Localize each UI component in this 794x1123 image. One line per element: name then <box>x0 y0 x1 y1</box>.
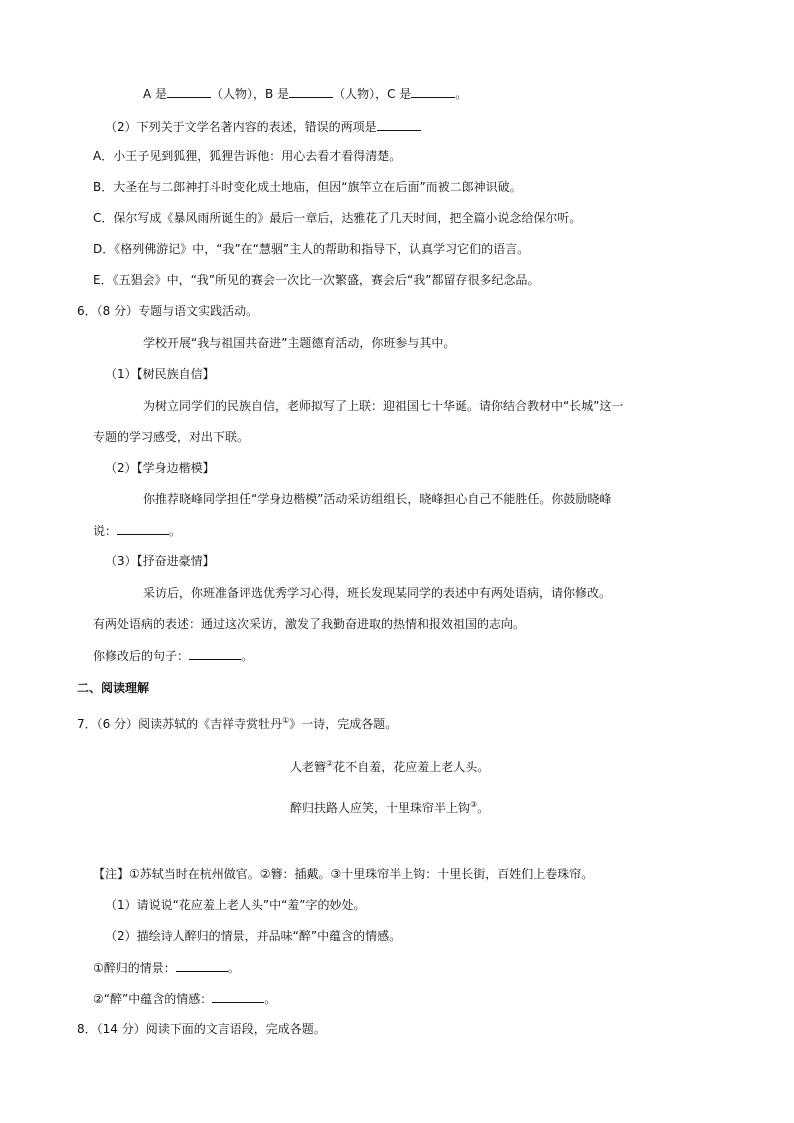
question-6-2-line1: 你推荐晓峰同学担任“学身边楷模”活动采访组组长，晓峰担心自己不能胜任。你鼓励晓峰 <box>143 492 612 506</box>
blank-6-3[interactable] <box>189 647 241 660</box>
question-6-title: 6．（8 分）专题与语文实践活动。 <box>77 304 259 318</box>
note-marker-3: ③ <box>470 800 478 809</box>
option-a: A．小王子见到狐狸，狐狸告诉他：用心去看才看得清楚。 <box>93 149 402 163</box>
blank-6-2[interactable] <box>117 522 169 535</box>
option-c: C．保尔写成《暴风雨所诞生的》最后一章后，达雅花了几天时间，把全篇小说念给保尔听。 <box>93 211 582 225</box>
question-7-2b-label: ②“醉”中蕴含的情感： <box>93 992 213 1006</box>
question-7-title-post: 》一诗，完成各题。 <box>289 717 398 731</box>
period: 。 <box>169 524 182 538</box>
question-7-1: （1）请说说“花应羞上老人头”中“羞”字的妙处。 <box>105 898 366 912</box>
note-marker-1: ① <box>282 716 290 725</box>
section-heading: 二、阅读理解 <box>77 681 150 695</box>
question-6-3-line2: 有两处语病的表述：通过这次采访，激发了我勤奋进取的热情和报效祖国的志向。 <box>93 617 526 631</box>
period: 。 <box>455 87 468 101</box>
question-6-3-line1: 采访后，你班准备评选优秀学习心得，班长发现某同学的表述中有两处语病，请你修改。 <box>143 586 612 600</box>
poem-line-1 <box>290 759 489 775</box>
option-b: B．大圣在与二郎神打斗时变化成土地庙，但因“旗竿立在后面”而被二郎神识破。 <box>93 180 522 194</box>
question-6-2-say: 说： <box>93 524 118 538</box>
question-7-2a <box>93 959 240 976</box>
blank-b[interactable] <box>289 85 333 98</box>
question-7-2a-label: ①醉归的情景： <box>93 961 176 975</box>
blank-a[interactable] <box>167 85 211 98</box>
question-5-2-text: （2）下列关于文学名著内容的表述，错误的两项是 <box>105 120 377 134</box>
poem-line-2-pre: 醉归扶路人应笑，十里珠帘半上钩 <box>290 801 471 815</box>
question-7-2b <box>93 990 276 1007</box>
question-6-3-revised: 你修改后的句子： <box>93 649 190 663</box>
label-b: （人物），B 是 <box>211 87 290 101</box>
question-6-3-line3 <box>93 647 253 664</box>
fill-blank-line-abc <box>143 85 467 102</box>
blank-7-2a[interactable] <box>176 959 228 972</box>
blank-5-2[interactable] <box>377 118 421 131</box>
question-6-2-line2 <box>93 522 181 539</box>
question-8-title: 8．（14 分）阅读下面的文言语段，完成各题。 <box>77 1022 326 1036</box>
question-5-2 <box>105 118 421 135</box>
question-6-1-line1: 为树立同学们的民族自信，老师拟写了上联：迎祖国七十华诞。请你结合教材中“长城”这一 <box>143 399 624 413</box>
label-a: A 是 <box>143 87 168 101</box>
question-6-2-head: （2）【学身边楷模】 <box>105 461 215 475</box>
question-6-intro: 学校开展“我与祖国共奋进”主题德育活动，你班参与其中。 <box>143 336 456 350</box>
question-6-1-head: （1）【树民族自信】 <box>105 367 215 381</box>
question-6-3-head: （3）【抒奋进豪情】 <box>105 554 215 568</box>
option-e: E．《五猖会》中，“我”所见的赛会一次比一次繁盛，赛会后“我”都留存很多纪念品。 <box>93 273 540 287</box>
period: 。 <box>241 649 254 663</box>
question-7-2: （2）描绘诗人醉归的情景，并品味“醉”中蕴含的情感。 <box>105 929 402 943</box>
label-c: （人物），C 是 <box>333 87 412 101</box>
question-7-title <box>77 716 397 732</box>
period: 。 <box>264 992 277 1006</box>
question-6-1-line2: 专题的学习感受，对出下联。 <box>93 430 250 444</box>
blank-c[interactable] <box>411 85 455 98</box>
option-d: D．《格列佛游记》中，“我”在“慧骃”主人的帮助和指导下，认真学习它们的语言。 <box>93 242 530 256</box>
poem-notes: 【注】①苏轼当时在杭州做官。②簪：插戴。③十里珠帘半上钩：十里长街，百姓们上卷珠帘。 <box>93 867 594 881</box>
period: 。 <box>227 961 240 975</box>
note-marker-2: ② <box>326 759 334 768</box>
question-7-title-pre: 7．（6 分）阅读苏轼的《吉祥寺赏牡丹 <box>77 717 283 731</box>
blank-7-2b[interactable] <box>212 990 264 1003</box>
poem-line-2 <box>290 800 489 816</box>
poem-line-1-pre: 人老簪 <box>290 760 327 774</box>
poem-line-1-post: 花不自羞，花应羞上老人头。 <box>333 760 490 774</box>
poem-line-2-post: 。 <box>477 801 490 815</box>
